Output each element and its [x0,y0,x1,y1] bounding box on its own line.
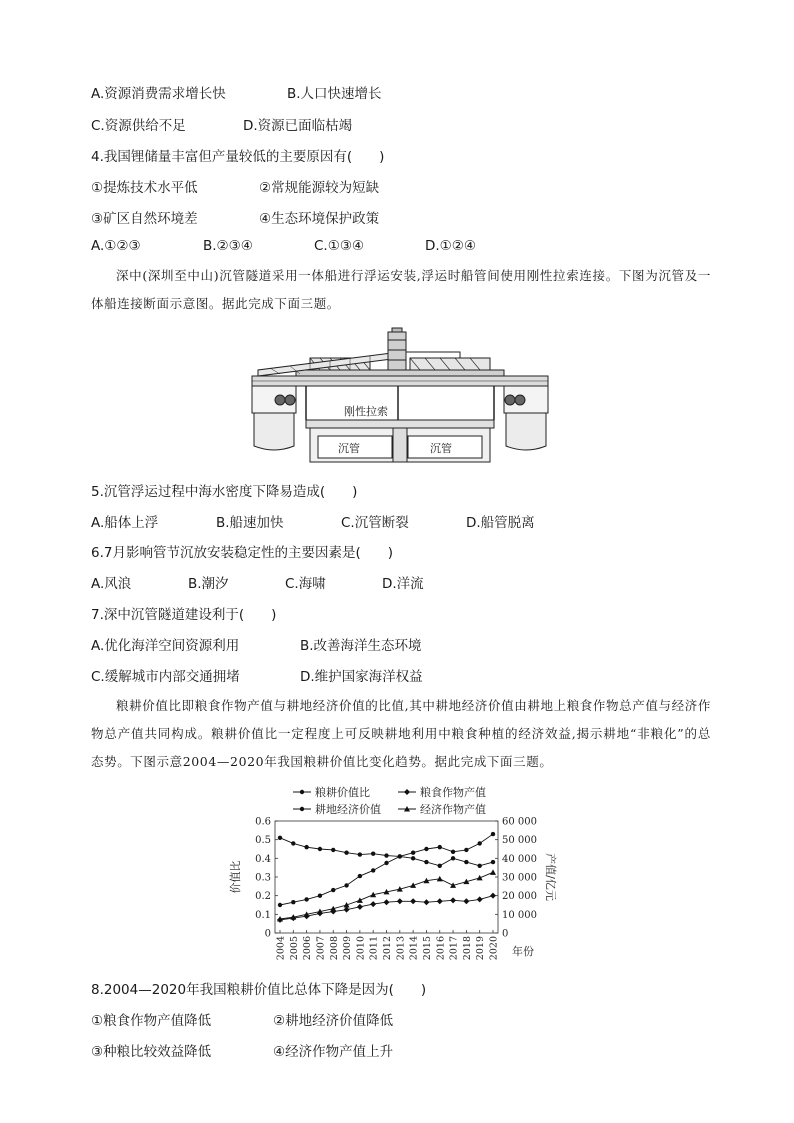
legend-marker [404,789,410,795]
x-tick-label: 2020 [488,936,500,961]
x-tick-label: 2019 [475,936,487,961]
series-0-point [438,864,442,868]
series-2-point [451,850,455,854]
series-2-point [411,851,415,855]
series-1-point [437,898,443,904]
series-1-point [463,898,469,904]
series-0-point [291,841,295,845]
passage-1: 深中(深圳至中山)沉管隧道采用一体船进行浮运安装,浮运时船管间使用刚性拉索连接。下图为沉管及一体船连接断面示意图。据此完成下面三题。 [91,268,711,311]
q4-option-d: D.①②④ [425,238,476,254]
q4-option-a: A.①②③ [91,238,141,254]
series-2-point [398,854,402,858]
legend-label: 经济作物产值 [420,803,486,816]
q8-statement-2: ②耕地经济价值降低 [273,1013,394,1029]
series-0-point [491,860,495,864]
series-2-point [384,861,388,865]
q4-statement-4: ④生态环境保护政策 [259,211,380,227]
y-left-tick-label: 0.2 [255,891,271,903]
q3-option-b: B.人口快速增长 [287,86,382,102]
legend-marker [300,807,304,811]
q3-option-c: C.资源供给不足 [91,118,186,134]
series-0-point [384,853,388,857]
x-tick-label: 2004 [275,936,287,961]
series-2-point [358,874,362,878]
y-left-tick-label: 0 [264,928,271,940]
y-right-tick-label: 10 000 [502,909,537,921]
series-0-point [278,836,282,840]
series-1-point [397,898,403,904]
q6-option-b: B.潮汐 [188,576,229,592]
q4-statement-2: ②常规能源较为短缺 [259,180,380,196]
q7-option-d: D.维护国家海洋权益 [300,669,423,685]
x-tick-label: 2018 [461,936,473,961]
series-2-point [491,832,495,836]
left-hull-lower [254,413,294,450]
x-tick-label: 2011 [368,936,380,961]
series-1-point [477,896,483,902]
legend-label: 粮食作物产值 [420,786,486,799]
tube-label-right: 沉管 [430,442,452,455]
series-0-point [411,856,415,860]
q4-option-b: B.②③④ [203,238,253,254]
series-line-3 [280,872,493,919]
legend-item [293,785,370,799]
series-2-point [318,893,322,897]
x-tick-label: 2006 [302,936,314,961]
x-tick-label: 2014 [408,936,420,961]
q4-statement-1: ①提炼技术水平低 [91,180,198,196]
series-2-point [278,903,282,907]
y-right-axis-label: 产值/亿元 [544,853,557,901]
series-3-point [477,875,483,881]
q6-option-d: D.洋流 [382,576,424,592]
ship-tube-diagram [250,328,550,464]
q6-stem: 6.7月影响管节沉放安装稳定性的主要因素是( ) [91,545,394,561]
y-right-tick-label: 50 000 [502,835,537,847]
y-left-tick-label: 0.6 [255,816,271,828]
series-3-point [410,882,416,888]
series-0-point [318,847,322,851]
series-1-point [423,899,429,905]
q5-stem: 5.沉管浮运过程中海水密度下降易造成( ) [91,484,358,500]
x-tick-label: 2010 [355,936,367,961]
q5-option-c: C.沉管断裂 [341,515,409,531]
q4-stem: 4.我国锂储量丰富但产量较低的主要原因有( ) [91,149,385,165]
y-right-tick-label: 0 [502,928,509,940]
series-0-point [451,856,455,860]
x-tick-label: 2016 [435,936,447,961]
series-3-point [490,869,496,875]
q8-statement-3: ③种粮比较效益降低 [91,1044,212,1060]
legend-label: 粮耕价值比 [315,786,370,799]
x-tick-label: 2015 [421,936,433,961]
right-hull-lower [506,413,546,450]
series-2-point [438,845,442,849]
series-0-point [477,864,481,868]
y-left-tick-label: 0.3 [255,872,271,884]
y-left-tick-label: 0.1 [255,909,271,921]
grain-value-ratio-chart [225,785,555,965]
series-3-point [357,897,363,903]
series-2-point [291,900,295,904]
legend-label: 耕地经济价值 [315,803,381,816]
series-1-point [344,907,350,913]
series-2-point [477,841,481,845]
series-0-point [331,848,335,852]
legend-item [293,802,381,816]
q5-option-b: B.船速加快 [216,515,284,531]
series-1-point [410,898,416,904]
central-tower [388,332,406,370]
series-0-point [371,851,375,855]
series-3-point [344,902,350,908]
q7-option-b: B.改善海洋生态环境 [300,638,422,654]
q7-stem: 7.深中沉管隧道建设利于( ) [91,607,277,623]
series-1-point [450,897,456,903]
q5-option-a: A.船体上浮 [91,515,159,531]
y-left-tick-label: 0.5 [255,835,271,847]
legend-item [398,785,486,799]
x-tick-label: 2012 [382,936,393,961]
tube-label-left: 沉管 [338,442,360,455]
q7-option-c: C.缓解城市内部交通拥堵 [91,669,240,685]
y-left-axis-label: 价值比 [229,860,242,894]
series-2-point [424,847,428,851]
series-0-point [344,851,348,855]
x-tick-label: 2017 [448,936,460,961]
chart-legend [293,785,486,816]
q7-option-a: A.优化海洋空间资源利用 [91,638,240,654]
y-right-tick-label: 20 000 [502,891,537,903]
rigid-cable-label: 刚性拉索 [344,405,388,418]
series-3-point [437,876,443,882]
x-tick-label: 2007 [315,936,327,961]
legend-item [398,802,486,816]
series-1-point [384,899,390,905]
q8-statement-1: ①粮食作物产值降低 [91,1013,212,1029]
series-2-point [464,848,468,852]
series-2-point [371,868,375,872]
series-0-point [424,860,428,864]
series-0-point [358,852,362,856]
x-tick-label: 2008 [328,936,340,961]
series-0-point [464,860,468,864]
q3-option-d: D.资源已面临枯竭 [243,118,353,134]
legend-marker [300,790,304,794]
series-2-point [331,888,335,892]
series-2-point [304,897,308,901]
y-left-tick-label: 0.4 [255,853,271,865]
x-tick-label: 2013 [395,936,407,961]
q3-option-a: A.资源消费需求增长快 [91,86,226,102]
series-2-point [344,883,348,887]
q8-statement-4: ④经济作物产值上升 [273,1044,394,1060]
q8-stem: 8.2004—2020年我国粮耕价值比总体下降是因为( ) [91,982,427,998]
q4-statement-3: ③矿区自然环境差 [91,211,198,227]
y-right-tick-label: 60 000 [502,816,537,828]
x-axis-label: 年份 [512,945,534,958]
x-tick-label: 2009 [342,936,354,961]
q6-option-a: A.风浪 [91,576,132,592]
series-1-point [370,901,376,907]
y-right-tick-label: 30 000 [502,872,537,884]
q4-option-c: C.①③④ [314,238,365,254]
series-1-point [490,893,496,899]
x-tick-label: 2005 [288,936,300,961]
y-right-tick-label: 40 000 [502,853,537,865]
q5-option-d: D.船管脱离 [466,515,535,531]
q6-option-c: C.海啸 [285,576,326,592]
passage-2: 粮耕价值比即粮食作物产值与耕地经济价值的比值,其中耕地经济价值由耕地上粮食作物总产值与经济作物总产值共同构成。粮耕价值比一定程度上可反映耕地利用中粮食种植的经济效益,揭示耕地“非粮化”的总态势。下图示意2004—2020年我国粮耕价值比变化趋势。据此完成下面三题。 [91,698,711,769]
series-1-point [357,904,363,910]
series-0-point [304,845,308,849]
